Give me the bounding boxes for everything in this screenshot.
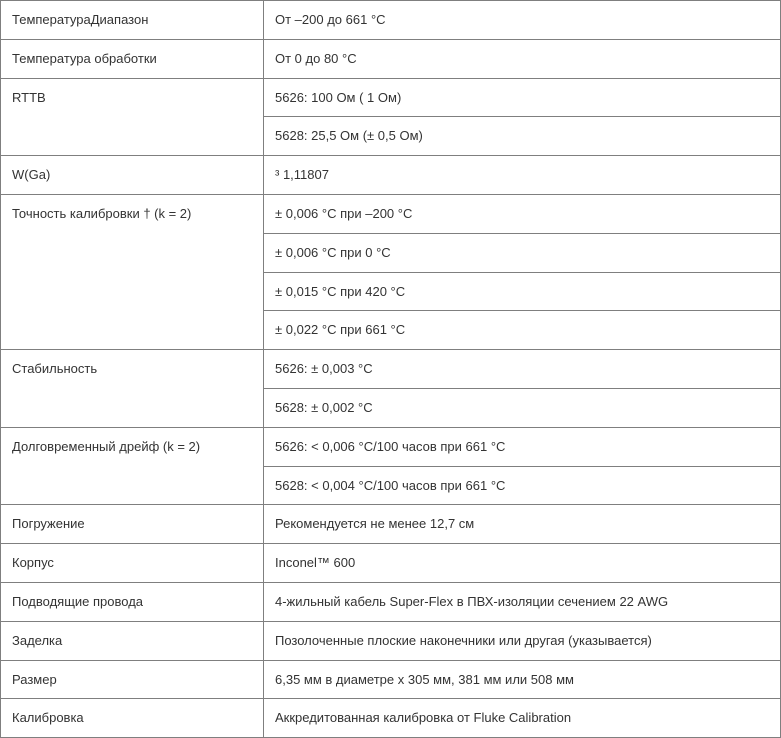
- spec-label-cell: [1, 621, 264, 660]
- spec-label-cell: [1, 194, 264, 349]
- spec-value: ± 0,015 °C при 420 °C: [275, 283, 406, 299]
- spec-row: [1, 660, 781, 699]
- spec-row: [1, 156, 781, 195]
- spec-value: ³ 1,11807: [275, 167, 329, 183]
- spec-label: Точность калибровки † (k = 2): [12, 205, 192, 221]
- spec-row: [1, 1, 781, 40]
- spec-label: RTTB: [12, 89, 46, 105]
- spec-label: Стабильность: [12, 361, 98, 377]
- spec-label: Температура обработки: [12, 50, 157, 66]
- spec-value: Рекомендуется не менее 12,7 см: [275, 516, 475, 532]
- spec-value: Inconel™ 600: [275, 555, 356, 571]
- spec-label-cell: [1, 544, 264, 583]
- spec-label-cell: [1, 427, 264, 505]
- spec-label: W(Ga): [12, 167, 51, 183]
- spec-value-cell: [264, 388, 781, 427]
- spec-row: [1, 350, 781, 389]
- spec-label-cell: [1, 78, 264, 156]
- spec-value: ± 0,006 °C при –200 °C: [275, 205, 413, 221]
- spec-value: ± 0,006 °C при 0 °C: [275, 244, 391, 260]
- spec-value-cell: [264, 1, 781, 40]
- spec-label: Корпус: [12, 555, 54, 571]
- spec-value: 5626: < 0,006 °C/100 часов при 661 °C: [275, 438, 506, 454]
- spec-value: От –200 до 661 °C: [275, 12, 386, 27]
- spec-value-cell: [264, 582, 781, 621]
- spec-label: Долговременный дрейф (k = 2): [12, 438, 201, 454]
- spec-label-cell: [1, 660, 264, 699]
- spec-row: [1, 544, 781, 583]
- spec-row: [1, 194, 781, 233]
- spec-label: Размер: [12, 671, 57, 687]
- spec-row: [1, 621, 781, 660]
- spec-value-cell: [264, 311, 781, 350]
- spec-value: 6,35 мм в диаметре x 305 мм, 381 мм или 508 мм: [275, 671, 574, 687]
- spec-label-cell: [1, 1, 264, 40]
- spec-label-cell: [1, 39, 264, 78]
- spec-row: [1, 427, 781, 466]
- spec-value: Позолоченные плоские наконечники или другая (указывается): [275, 632, 652, 648]
- spec-value-cell: [264, 194, 781, 233]
- spec-value-cell: [264, 39, 781, 78]
- spec-label: ТемператураДиапазон: [12, 12, 149, 27]
- spec-row: [1, 582, 781, 621]
- spec-value-cell: [264, 505, 781, 544]
- spec-value: 5628: 25,5 Ом (± 0,5 Ом): [275, 128, 423, 144]
- spec-value: 4-жильный кабель Super-Flex в ПВХ-изоляции сечением 22 AWG: [275, 593, 669, 609]
- spec-row: [1, 78, 781, 117]
- spec-row: [1, 39, 781, 78]
- spec-row: [1, 699, 781, 738]
- spec-value-cell: [264, 156, 781, 195]
- spec-value: ± 0,022 °C при 661 °C: [275, 322, 406, 338]
- spec-value: Аккредитованная калибровка от Fluke Calibration: [275, 710, 572, 726]
- spec-value-cell: [264, 621, 781, 660]
- spec-value: 5628: < 0,004 °C/100 часов при 661 °C: [275, 477, 506, 493]
- spec-label-cell: [1, 350, 264, 428]
- spec-value: От 0 до 80 °C: [275, 50, 357, 66]
- spec-value-cell: [264, 78, 781, 117]
- spec-label-cell: [1, 699, 264, 738]
- spec-label: Калибровка: [12, 710, 84, 726]
- spec-value-cell: [264, 427, 781, 466]
- spec-value: 5628: ± 0,002 °C: [275, 399, 373, 415]
- spec-label: Погружение: [12, 516, 85, 532]
- spec-value: 5626: 100 Ом ( 1 Ом): [275, 89, 402, 105]
- spec-value-cell: [264, 272, 781, 311]
- spec-value-cell: [264, 350, 781, 389]
- spec-label: Заделка: [12, 632, 63, 648]
- spec-row: [1, 505, 781, 544]
- spec-value: 5626: ± 0,003 °C: [275, 361, 373, 377]
- spec-value-cell: [264, 466, 781, 505]
- spec-label-cell: [1, 156, 264, 195]
- spec-label-cell: [1, 582, 264, 621]
- spec-value-cell: [264, 117, 781, 156]
- spec-label-cell: [1, 505, 264, 544]
- spec-value-cell: [264, 660, 781, 699]
- spec-label: Подводящие провода: [12, 593, 144, 609]
- spec-value-cell: [264, 544, 781, 583]
- spec-table-body: [1, 1, 781, 738]
- spec-value-cell: [264, 699, 781, 738]
- spec-value-cell: [264, 233, 781, 272]
